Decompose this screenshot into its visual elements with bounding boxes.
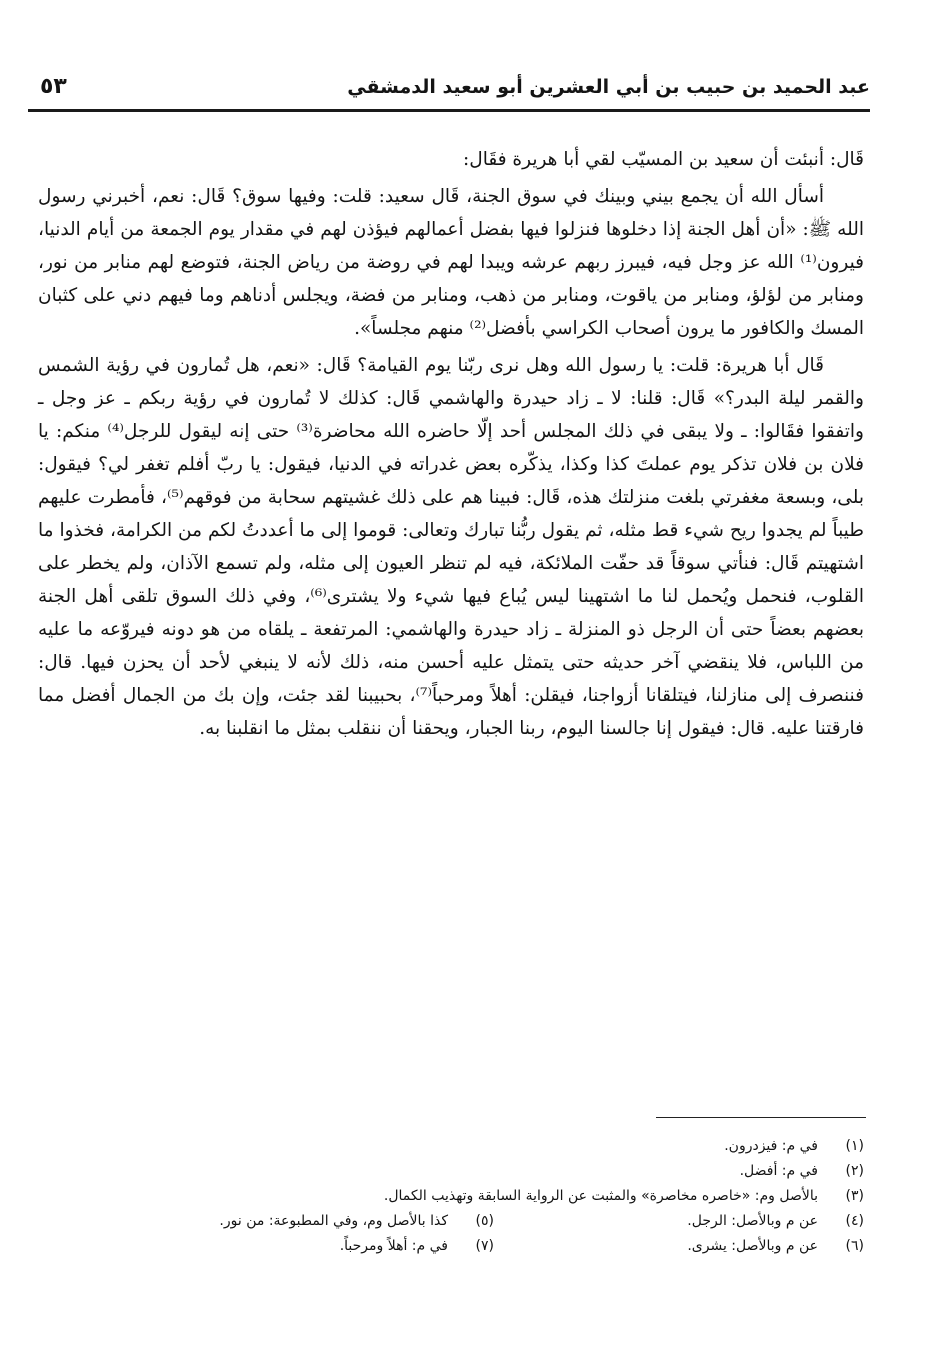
paragraph: قَال: أنبئت أن سعيد بن المسيّب لقي أبا هريرة فقَال: xyxy=(463,149,864,170)
paragraph: أسأل الله أن يجمع بيني وبينك في سوق الجنة، قَال سعيد: قلت: وفيها سوق؟ قَال: نعم، أخبرني رسول الله ﷺ: «أن أهل الجنة إذا دخلوها فنزلوا فيها بفضل أعمالهم فيؤذن لهم في مقدار يوم الجمعة من أيام الدنيا، فيرون⁽¹⁾ الله عز وجل فيه، فيبرز ربهم عرشه ويبدا لهم في روضة من رياض الجنة، فتوضع لهم منابر من نور، ومنابر من لؤلؤ، ومنابر من ياقوت، ومنابر من ذهب، ومنابر من فضة، ويجلس أدناهم وما فيهم دني على كثبان المسك والكافور ما يرون أصحاب الكراسي بأفضل⁽²⁾ منهم مجلساً». xyxy=(38,186,864,339)
footnote-number: (٤) xyxy=(845,1213,864,1229)
footnote-row xyxy=(60,1184,864,1209)
footnote-cell xyxy=(340,1234,494,1259)
footnote-cell xyxy=(494,1234,864,1259)
footnote-separator xyxy=(656,1117,866,1118)
footnote-text: في م: أهلاً ومرحباً. xyxy=(339,1238,448,1254)
footnote-text: بالأصل وم: «خاصره مخاصرة» والمثبت عن الرواية السابقة وتهذيب الكمال. xyxy=(383,1188,818,1204)
footnote-number: (٢) xyxy=(845,1163,864,1179)
footnote-number: (٥) xyxy=(475,1213,494,1229)
paragraph: قَال أبا هريرة: قلت: يا رسول الله وهل نرى ربّنا يوم القيامة؟ قَال: «نعم، هل تُمارون في رؤية الشمس والقمر ليلة البدر؟» قَال: قلنا: لا ـ زاد حيدرة والهاشمي قَال: كذلك لا تُمارون في رؤية ربكم ـ عز وجل ـ واتفقوا فقَالوا: ـ ولا يبقى في ذلك المجلس أحد إلّا حاضره الله محاضرة⁽³⁾ حتى إنه ليقول للرجل⁽⁴⁾ منكم: يا فلان بن فلان تذكر يوم عملتَ كذا وكذا، يذكّره بعض غدراته في الدنيا، فيقول: يا ربّ أفلم تغفر لي؟ فيقول: بلى، وبسعة مغفرتي بلغت منزلتك هذه، قَال: فبينا هم على ذلك غشيتهم سحابة من فوقهم⁽⁵⁾، فأمطرت عليهم طيباً لم يجدوا ريح شيء قط مثله، ثم يقول ربُّنا تبارك وتعالى: قوموا إلى ما أعددتُ لكم من الكرامة، فخذوا ما اشتهيتم قَال: فنأتي سوقاً قد حفّت الملائكة، فيه لم تنظر العيون إلى مثله، ولم تسمع الآذان، ولم يخطر على القلوب، فنحمل ويُحمل لنا ما اشتهينا ليس يُباع فيها شيء ولا يشترى⁽⁶⁾، وفي ذلك السوق تلقى أهل الجنة بعضهم بعضاً حتى أن الرجل ذو المنزلة ـ زاد حيدرة والهاشمي: المرتفعة ـ يلقاه من هو دونه فيروّعه ما عليه من اللباس، فلا ينقضي آخر حديثه حتى يتمثل عليه أحسن منه، ذلك لأنه لا ينبغي لأحد أن يحزن فيها. قال: فننصرف إلى منازلنا، فيتلقانا أزواجنا، فيقلن: أهلاً ومرحباً⁽⁷⁾، بحبيبنا لقد جئت، وإن بك من الجمال أفضل مما فارقتنا عليه. قال: فيقول إنا جالسنا اليوم، ربنا الجبار، ويحقنا أن ننقلب بمثل ما انقلبنا به. xyxy=(38,355,864,739)
footnote-row xyxy=(60,1234,864,1259)
footnote-number: (٣) xyxy=(845,1188,864,1204)
footnote-text: في م: أفضل. xyxy=(739,1163,818,1179)
footnote-cell xyxy=(494,1209,864,1234)
running-title: عبد الحميد بن حبيب بن أبي العشرين أبو سعيد الدمشقي xyxy=(347,76,870,98)
footnote-row xyxy=(60,1159,864,1184)
footnote-text: عن م وبالأصل: الرجل. xyxy=(687,1213,818,1229)
footnote-number: (٦) xyxy=(845,1238,864,1254)
footnote-cell xyxy=(219,1209,494,1234)
page-number: ٥٣ xyxy=(40,74,67,99)
footnote-row xyxy=(60,1209,864,1234)
header-rule xyxy=(28,109,870,112)
footnote-row xyxy=(60,1134,864,1159)
footnote-text: كذا بالأصل وم، وفي المطبوعة: من نور. xyxy=(219,1213,448,1229)
running-header xyxy=(28,70,870,106)
footnote-text: في م: فيزدرون. xyxy=(724,1138,818,1154)
footnote-text: عن م وبالأصل: يشرى. xyxy=(687,1238,818,1254)
footnote-number: (٧) xyxy=(475,1238,494,1254)
footnotes xyxy=(60,1134,864,1259)
footnote-number: (١) xyxy=(845,1138,864,1154)
main-text xyxy=(38,143,864,749)
